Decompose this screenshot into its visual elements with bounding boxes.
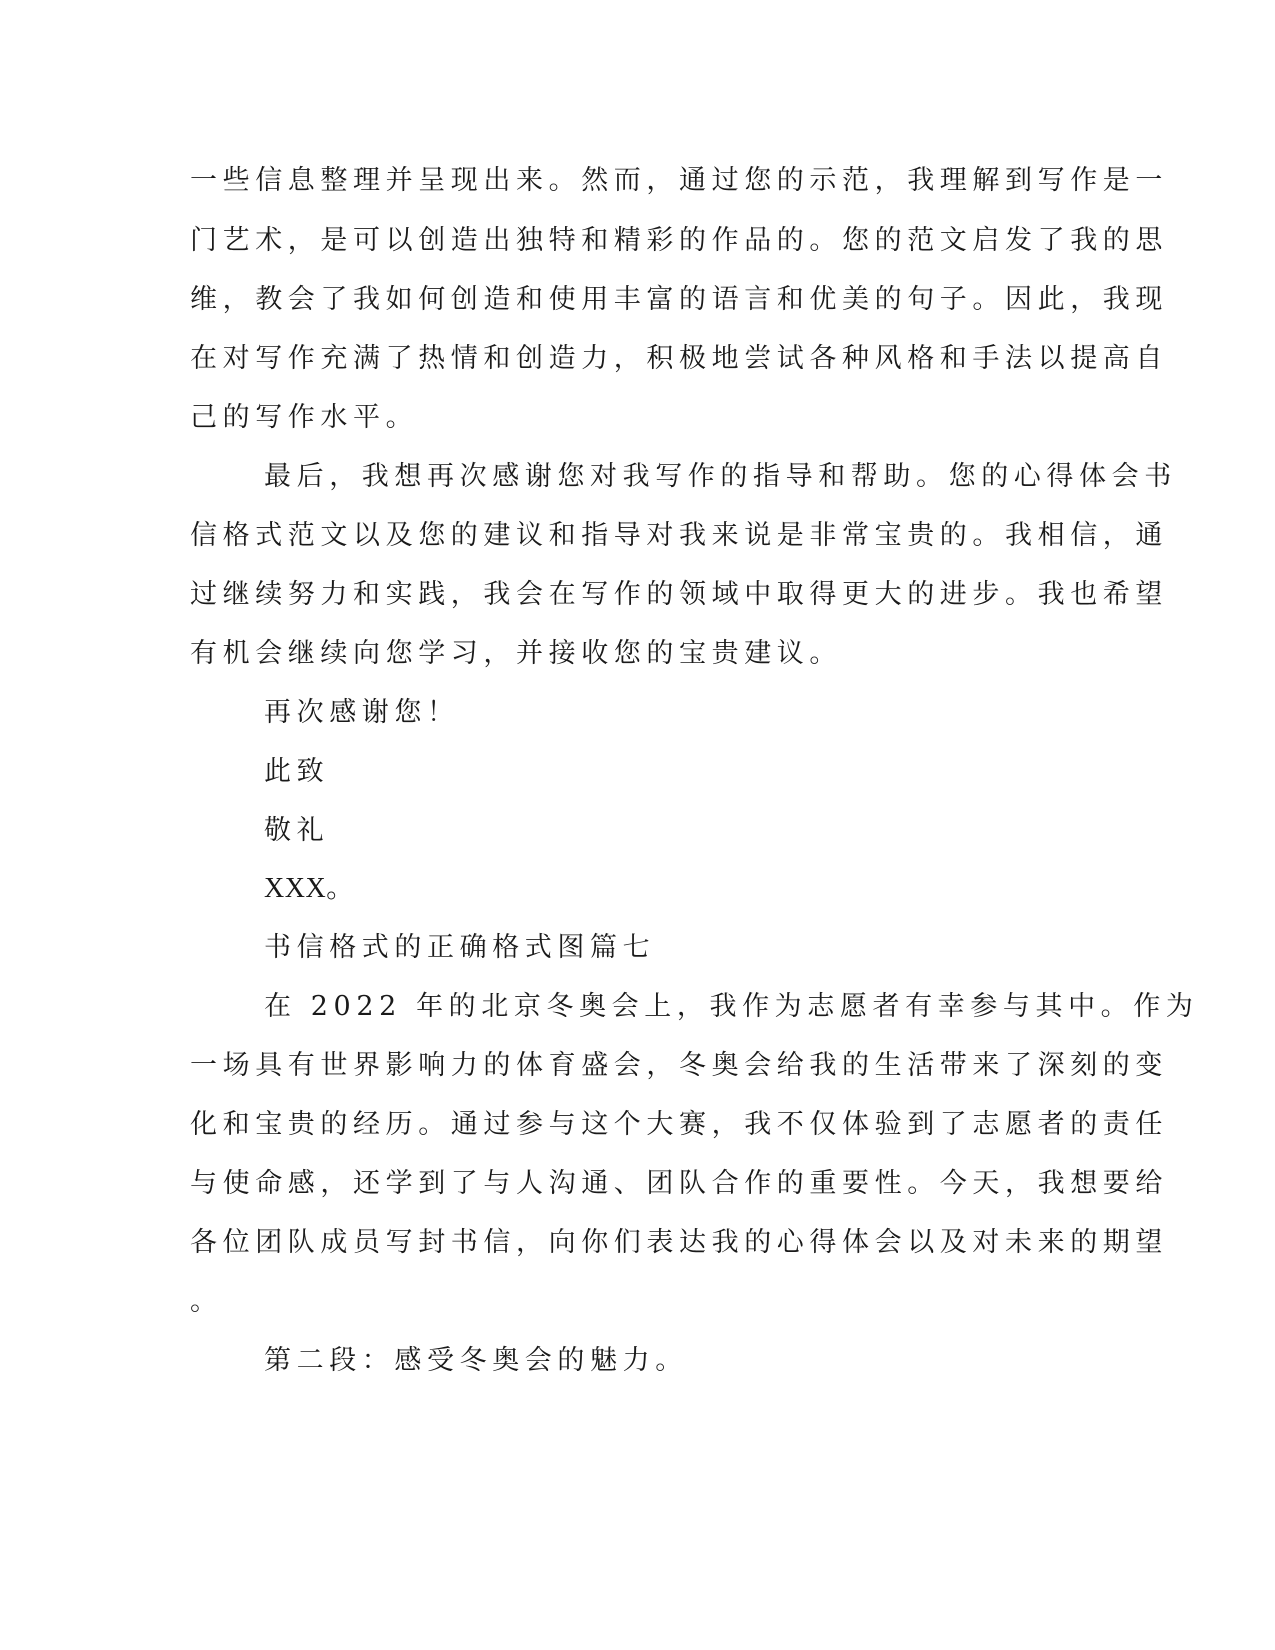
signature: XXX。 (264, 873, 355, 904)
paragraph-line: 己的写作水平。 (190, 402, 419, 433)
paragraph-line: 一场具有世界影响力的体育盛会，冬奥会给我的生活带来了深刻的变 (190, 1050, 1168, 1081)
salutation-jingli: 敬礼 (264, 815, 330, 846)
paragraph-line: 过继续努力和实践，我会在写作的领域中取得更大的进步。我也希望 (190, 579, 1168, 610)
salutation-cizhi: 此致 (264, 756, 330, 787)
paragraph-line: 维，教会了我如何创造和使用丰富的语言和优美的句子。因此，我现 (190, 284, 1168, 315)
section-heading: 书信格式的正确格式图篇七 (264, 932, 656, 963)
paragraph-line: 各位团队成员写封书信，向你们表达我的心得体会以及对未来的期望 (190, 1227, 1168, 1258)
paragraph-line: 与使命感，还学到了与人沟通、团队合作的重要性。今天，我想要给 (190, 1168, 1168, 1199)
paragraph-heading: 第二段：感受冬奥会的魅力。 (264, 1345, 688, 1376)
paragraph-line: 。 (190, 1286, 223, 1317)
paragraph-line: 信格式范文以及您的建议和指导对我来说是非常宝贵的。我相信，通 (190, 520, 1168, 551)
closing-thanks: 再次感谢您！ (264, 697, 460, 728)
paragraph-line: 一些信息整理并呈现出来。然而，通过您的示范，我理解到写作是一 (190, 165, 1168, 196)
paragraph-line: 门艺术，是可以创造出独特和精彩的作品的。您的范文启发了我的思 (190, 225, 1168, 256)
paragraph-line: 最后，我想再次感谢您对我写作的指导和帮助。您的心得体会书 (264, 461, 1177, 492)
paragraph-line: 在对写作充满了热情和创造力，积极地尝试各种风格和手法以提高自 (190, 343, 1168, 374)
paragraph-line: 有机会继续向您学习，并接收您的宝贵建议。 (190, 638, 842, 669)
paragraph-line: 化和宝贵的经历。通过参与这个大赛，我不仅体验到了志愿者的责任 (190, 1109, 1168, 1140)
paragraph-line: 在 2022 年的北京冬奥会上，我作为志愿者有幸参与其中。作为 (264, 991, 1199, 1022)
